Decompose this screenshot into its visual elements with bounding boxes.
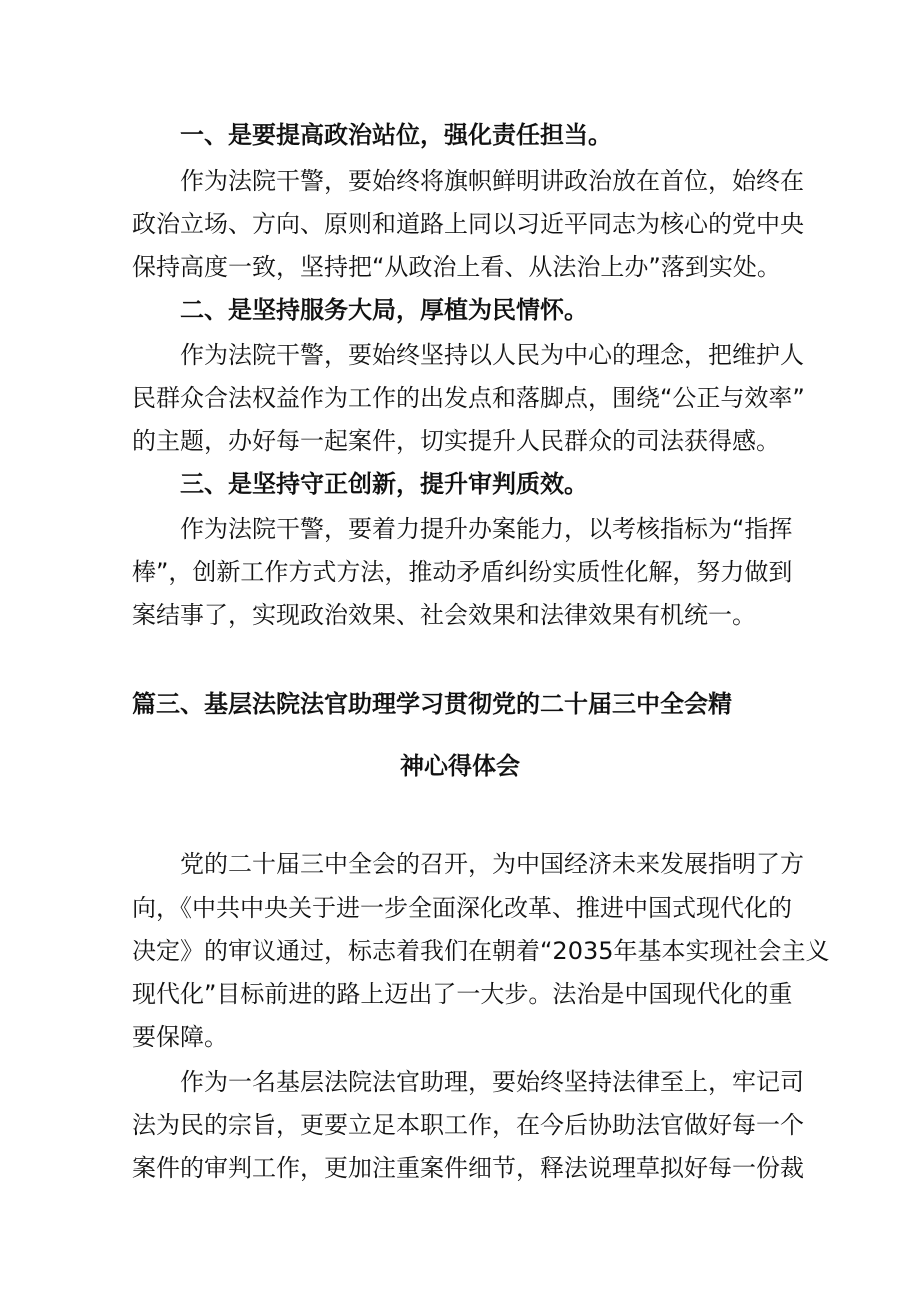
article-3-title-line-2: 神心得体会: [400, 752, 520, 780]
section-1-heading: 一、是要提高政治站位，强化责任担当。: [180, 121, 612, 149]
section-1-line-2: 政治立场、方向、原则和道路上同以习近平同志为核心的党中央: [132, 210, 804, 238]
article-3-para-1-line-3: 决定》的审议通过，标志着我们在朝着“2035年基本实现社会主义: [132, 937, 830, 965]
section-3-line-2: 棒”，创新工作方式方法，推动矛盾纠纷实质性化解，努力做到: [132, 558, 793, 586]
article-3-para-1-line-5: 要保障。: [132, 1023, 228, 1051]
section-1-line-1: 作为法院干警，要始终将旗帜鲜明讲政治放在首位，始终在: [180, 167, 804, 195]
article-3-para-2-line-2: 法为民的宗旨，更要立足本职工作，在今后协助法官做好每一个: [132, 1111, 804, 1139]
article-3-para-1-line-1: 党的二十届三中全会的召开，为中国经济未来发展指明了方: [180, 850, 804, 878]
section-2-line-2: 民群众合法权益作为工作的出发点和落脚点，围绕“公正与效率”: [132, 384, 805, 412]
article-3-para-2-line-3: 案件的审判工作，更加注重案件细节，释法说理草拟好每一份裁: [132, 1154, 804, 1182]
section-3-line-1: 作为法院干警，要着力提升办案能力，以考核指标为“指挥: [180, 515, 793, 543]
section-2-heading: 二、是坚持服务大局，厚植为民情怀。: [180, 296, 588, 324]
section-3-heading: 三、是坚持守正创新，提升审判质效。: [180, 470, 588, 498]
article-3-para-1-line-2: 向，《中共中央关于进一步全面深化改革、推进中国式现代化的: [132, 894, 792, 922]
section-1-line-3: 保持高度一致，坚持把“从政治上看、从法治上办”落到实处。: [132, 253, 781, 281]
article-3-title-line-1: 篇三、基层法院法官助理学习贯彻党的二十届三中全会精: [132, 690, 732, 718]
section-3-line-3: 案结事了，实现政治效果、社会效果和法律效果有机统一。: [132, 601, 756, 629]
section-2-line-1: 作为法院干警，要始终坚持以人民为中心的理念，把维护人: [180, 341, 804, 369]
section-2-line-3: 的主题，办好每一起案件，切实提升人民群众的司法获得感。: [132, 427, 780, 455]
article-3-para-1-line-4: 现代化”目标前进的路上迈出了一大步。法治是中国现代化的重: [132, 980, 793, 1008]
article-3-para-2-line-1: 作为一名基层法院法官助理，要始终坚持法律至上，牢记司: [180, 1068, 804, 1096]
